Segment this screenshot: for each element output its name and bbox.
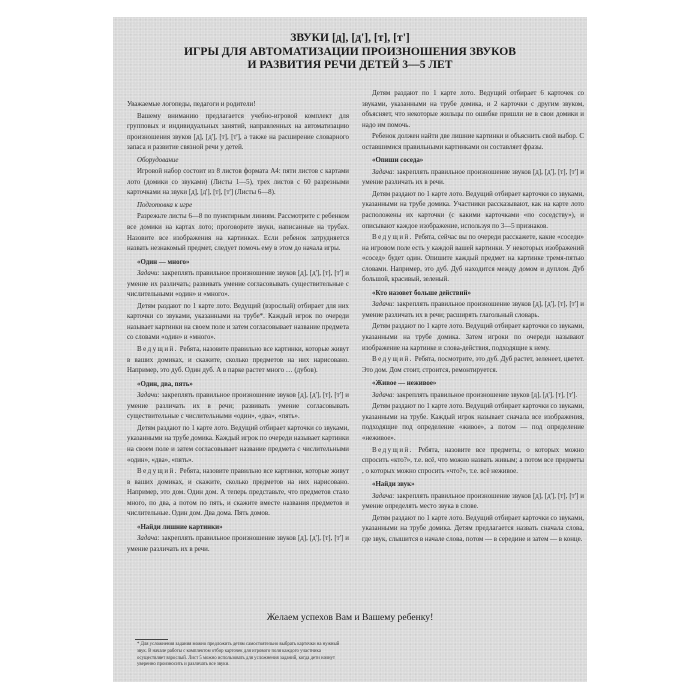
game-rules: Детям раздают по 1 карте лото. Ведущий отбирает карточки со звуками, указанными на трубе домика. Затем игроки по очереди называют изображение на картинке и слова-действия, подходящие к нему. bbox=[362, 323, 584, 352]
task-label: Задача: bbox=[372, 391, 395, 399]
game-title-find-extra: «Найди лишние картинки» bbox=[137, 523, 223, 531]
game-rules: Детям раздают по 1 карте лото. Ведущий отбирает карточки со звуками, указанными на трубе. Каждый игрок называет сначала все изображения, подходящие под определение «живое», а потом — под определение «неживое». bbox=[362, 403, 584, 442]
game-title-one-two-five: «Один, два, пять» bbox=[137, 380, 193, 388]
leader-speech bbox=[362, 446, 584, 478]
leader-label: Ведущий. bbox=[372, 356, 413, 364]
game-goal: Ребенок должен найти две лишние картинки и объяснить свой выбор. С оставшимися правильными картинками он составляет фразы. bbox=[362, 133, 584, 151]
task-text: закреплять правильное произношение звуков [д], [д'], [т], [т']. bbox=[394, 391, 578, 399]
leader-text: Ребята, посмотрите, это дуб. Дуб растет, зеленеет, цветет. Это дом. Дом стоит, строится, ремонтируется. bbox=[362, 356, 584, 374]
greeting: Уважаемые логопеды, педагоги и родители! bbox=[127, 101, 256, 108]
game-task bbox=[362, 391, 584, 402]
leader-speech bbox=[362, 355, 584, 376]
title-line-2: ИГРЫ ДЛЯ АВТОМАТИЗАЦИИ ПРОИЗНОШЕНИЯ ЗВУКОВ bbox=[184, 44, 516, 58]
leader-text: Ребята, назовите правильно все картинки, которые живут в ваших домиках, и скажите, сколько предметов на них нарисовано. Например, это дуб. Один дуб. А в парке растет много … (дубов). bbox=[127, 346, 349, 375]
left-column bbox=[127, 100, 349, 556]
task-text: закреплять правильное произношение звуков [д], [д'], [т], [т'] и умение различать их в речи. bbox=[127, 535, 349, 553]
game-task bbox=[362, 492, 584, 513]
task-label: Задачи: bbox=[137, 392, 160, 400]
game-task bbox=[362, 168, 584, 189]
game-rules: Детям раздают по 1 карте лото. Ведущий отбирает карточки со звуками, указанными на трубе домика. Участники рассказывают, как на карте лото расположены их карточки (с какими карточками «по соседству»), и описывают каждое изображение, используя по 3—5 признаков. bbox=[362, 190, 584, 230]
equipment-paragraph: Игровой набор состоит из 8 листов формата А4: пяти листов с картами лото (домики со звуками) (Листы 1—5), трех листов с 60 разрезными карточками на звуки [д], [д'], [т], [т'] (Листы 6—8). bbox=[127, 168, 349, 197]
footnote-divider bbox=[135, 639, 168, 640]
title-line-1: ЗВУКИ [д], [д'], [т], [т'] bbox=[290, 31, 410, 44]
game-title-one-many: «Один — много» bbox=[137, 258, 190, 266]
game-title-living-nonliving: «Живое — неживое» bbox=[372, 380, 437, 388]
leader-label: Ведущий. bbox=[137, 468, 178, 476]
title-line-3: И РАЗВИТИЯ РЕЧИ ДЕТЕЙ 3—5 ЛЕТ bbox=[247, 58, 453, 71]
prep-paragraph: Разрежьте листы 6—8 по пунктирным линиям. Рассмотрите с ребенком все домики на картах лото; проговорите звуки, написанные на трубах. Назовите все изображения на картинках. Если ребенок затрудняется назвать незнакомый предмет, следует помочь ему в этом до начала игры. bbox=[127, 213, 349, 253]
game-rules: Детям раздают по 1 карте лото. Ведущий отбирает 6 карточек со звуками, указанными на трубе домика, и 2 карточки с другим звуком, объясняет, что некоторые жильцы по ошибке пришли не в свои домики и надо им помочь. bbox=[362, 90, 584, 129]
leader-text: Ребята, назовите правильно все картинки, которые живут в ваших домиках, и скажите, сколько предметов на них нарисовано. Например, это дом. Один дом. А теперь представьте, что предметов стало много, по два, а потом по пять, и скажите вместе названия предметов и числительные. Один дом. Два дома. Пять домов. bbox=[127, 468, 349, 518]
leader-text: Ребята, назовите все предметы, о которых можно спросить «кто?», т.е. всё, что можно назвать живым; а потом все предметы , о которых можно спросить «что?», т.е. всё неживое. bbox=[362, 446, 584, 475]
intro-paragraph: Вашему вниманию предлагается учебно-игровой комплект для групповых и индивидуальных занятий, направленных на автоматизацию произношения звуков [д], [д'], [т], [т'], а также на расширение словарного запаса и развитие связной речи у детей. bbox=[127, 112, 349, 152]
game-title-describe-neighbor: «Опиши соседа» bbox=[372, 157, 424, 165]
document-title bbox=[113, 31, 587, 72]
game-task bbox=[127, 269, 349, 301]
game-task bbox=[127, 534, 349, 555]
game-title-more-actions: «Кто назовет больше действий» bbox=[372, 289, 471, 297]
task-text: закреплять правильное произношение звуков [д], [д'], [т], [т'] и умение различать их в речи. bbox=[362, 168, 584, 187]
right-column bbox=[362, 89, 584, 546]
closing-wish: Желаем успехов Вам и Вашему ребенку! bbox=[266, 612, 434, 623]
leader-label: Ведущий. bbox=[372, 234, 413, 242]
task-label: Задача: bbox=[372, 168, 395, 176]
task-label: Задачи: bbox=[372, 301, 395, 309]
game-title-find-sound: «Найди звук» bbox=[372, 481, 415, 489]
equipment-heading: Оборудование bbox=[137, 156, 179, 164]
task-text: закреплять правильное произношение звуков [д], [д'], [т], [т'] и умение определять место звука в слове. bbox=[362, 492, 584, 511]
leader-speech bbox=[127, 345, 349, 377]
game-task bbox=[362, 300, 584, 321]
footnote: * Для усложнения задания можно предложить детям самостоятельно выбрать карточки на нужный звук. В начале работы с комплектом отбор карточек для игрового поля каждого участника осуществляет взрослый. Лист 5 можно использовать для усложнения заданий, когда дети начнут уверенно произносить и различать все звуки. bbox=[137, 642, 340, 668]
leader-label: Ведущий. bbox=[372, 446, 413, 454]
task-text: закреплять правильное произношение звуков [д], [д'], [т], [т'] и умение различать их в речи; расширять глагольный словарь. bbox=[362, 301, 584, 319]
leader-text: Ребята, сейчас вы по очереди расскажете, какие «соседи» на игровом поле есть у каждой вашей картинки. У некоторых изображений «сосед» будет один. Опишите каждый предмет на картинке тремя-пятью словами. Например, это дуб. Дуб находится между домом и дуплом. Дуб большой, красивый, зеленый. bbox=[362, 234, 584, 284]
game-rules: Детям раздают по 1 карте лото. Ведущий (взрослый) отбирает для них карточки со звуками, указанными на трубе*. Каждый игрок по очереди называет картинки на своем поле и затем согласовывает название предмета со словами «один» и «много». bbox=[127, 302, 349, 342]
task-label: Задача: bbox=[372, 492, 395, 500]
task-label: Задача: bbox=[137, 535, 160, 543]
prep-heading: Подготовка к игре bbox=[137, 201, 193, 209]
leader-label: Ведущий. bbox=[137, 346, 178, 354]
leader-speech bbox=[127, 467, 349, 520]
task-label: Задачи: bbox=[137, 270, 160, 278]
leader-speech bbox=[362, 233, 584, 286]
document-page bbox=[113, 17, 587, 682]
game-task bbox=[127, 391, 349, 423]
task-text: закреплять правильное произношение звуков [д], [д'], [т], [т'] и умение их различать; развивать умение согласовывать существительные с числительными «один» и «много». bbox=[127, 270, 349, 299]
game-rules: Детям раздают по 1 карте лото. Ведущий отбирает карточки со звуками, указанными на трубе домика. Детям предлагается назвать сначала слова, где звук, слышится в начале слова, потом — в середине и затем — в конце. bbox=[362, 514, 584, 543]
game-rules: Детям раздают по 1 карте лото. Ведущий отбирает карточки со звуками, указанными на трубе домика. Каждый игрок по очереди называет картинки на своем поле и затем согласовывает название предмета с числительными «один», «два», «пять». bbox=[127, 424, 349, 464]
task-text: закреплять правильное произношение звуков [д], [д'], [т], [т'] и умение различать их в речи; развивать умение согласовывать существительные с числительными «один», «два», «пять». bbox=[127, 392, 349, 421]
